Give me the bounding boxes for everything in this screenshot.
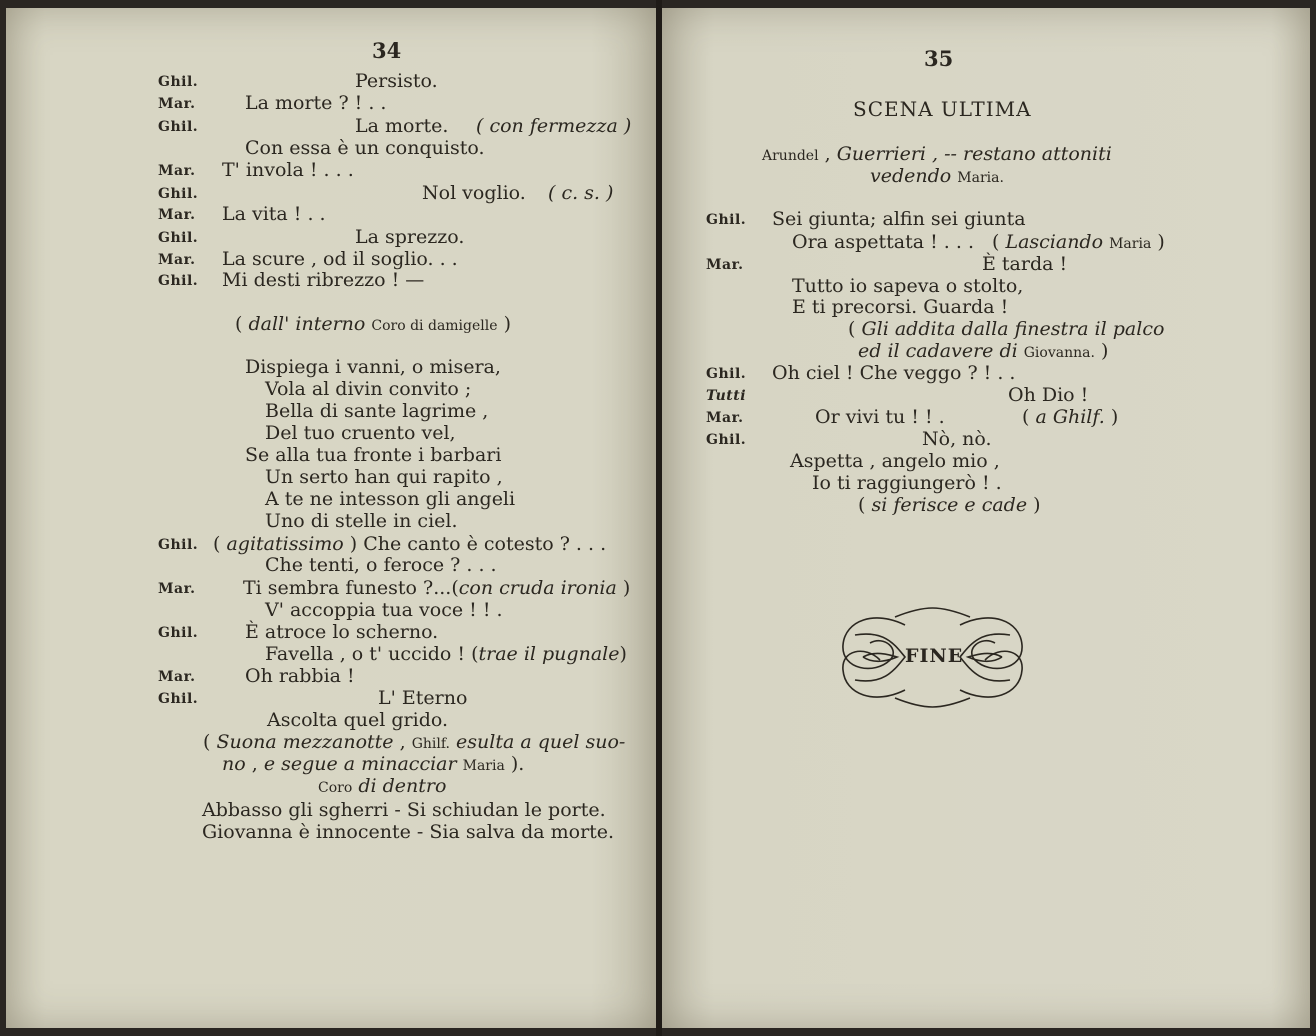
dialogue-line: V' accoppia tua voce ! ! . <box>265 599 503 621</box>
final-line-2: Giovanna è innocente - Sia salva da morte. <box>202 821 615 843</box>
page-number-left: 34 <box>372 38 402 63</box>
scene-direction-2: vedendo Maria. <box>870 165 1004 187</box>
dialogue-line: Sei giunta; alfin sei giunta <box>772 208 1026 230</box>
speaker-label: Mar. <box>158 581 196 597</box>
dialogue-line: Oh ciel ! Che veggo ? ! . . <box>772 362 1016 384</box>
speaker-label: Mar. <box>158 252 196 268</box>
dialogue-line: È tarda ! <box>982 253 1068 275</box>
speaker-label: Ghil. <box>158 273 199 289</box>
speaker-label: Ghil. <box>158 74 199 90</box>
speaker-label: Ghil. <box>158 230 199 246</box>
dialogue-line: L' Eterno <box>378 687 468 709</box>
dialogue-line: La morte. <box>355 115 449 137</box>
closing-line-1: Aspetta , angelo mio , <box>790 450 1000 472</box>
scene-direction-1: Arundel , Guerrieri , -- restano attoniti <box>762 143 1112 165</box>
scene-title: SCENA ULTIMA <box>853 97 1032 121</box>
speaker-label: Mar. <box>158 96 196 112</box>
final-line-1: Abbasso gli sgherri - Si schiudan le porte. <box>202 799 606 821</box>
stage-direction-midnight: ( Suona mezzanotte , Ghilf. esulta a quel suo- <box>203 731 626 753</box>
closing-line-2: Io ti raggiungerò ! . <box>812 472 1002 494</box>
dialogue-line: Oh Dio ! <box>1008 384 1089 406</box>
chorus-line: Del tuo cruento vel, <box>265 422 456 444</box>
dialogue-line: Con essa è un conquisto. <box>245 137 485 159</box>
speaker-label: Ghil. <box>158 537 199 553</box>
dialogue-line: Mi desti ribrezzo ! — <box>222 269 425 291</box>
page-number-right: 35 <box>924 46 954 71</box>
fine-label: FINE <box>905 645 964 667</box>
dialogue-line: Ascolta quel grido. <box>267 709 449 731</box>
speaker-label: Ghil. <box>158 186 199 202</box>
inline-direction: ( con fermezza ) <box>476 115 632 137</box>
inline-direction: ( Lasciando Maria ) <box>992 231 1165 253</box>
dialogue-line: Che tenti, o feroce ? . . . <box>265 554 497 576</box>
chorus-line: Bella di sante lagrime , <box>265 400 489 422</box>
chorus-line: Se alla tua fronte i barbari <box>245 444 502 466</box>
dialogue-line: E ti precorsi. Guarda ! <box>792 296 1009 318</box>
speaker-label: Ghil. <box>706 432 747 448</box>
chorus-line: Dispiega i vanni, o misera, <box>245 356 501 378</box>
speaker-label: Ghil. <box>158 691 199 707</box>
inline-direction: ( a Ghilf. ) <box>1022 406 1119 428</box>
dialogue-line: La sprezzo. <box>355 226 465 248</box>
chorus-heading: Coro di dentro <box>318 775 447 797</box>
dialogue-line: È atroce lo scherno. <box>245 621 439 643</box>
speaker-label: Mar. <box>158 163 196 179</box>
speaker-label: Mar. <box>706 257 744 273</box>
stage-direction-midnight-cont: no , e segue a minacciar Maria ). <box>222 753 525 775</box>
dialogue-line: Oh rabbia ! <box>245 665 355 687</box>
dialogue-line: Or vivi tu ! ! . <box>815 406 945 428</box>
chorus-line: Un serto han qui rapito , <box>265 466 503 488</box>
dialogue-line: La morte ? ! . . <box>245 92 387 114</box>
dialogue-line: La vita ! . . <box>222 203 326 225</box>
speaker-label: Ghil. <box>158 119 199 135</box>
stage-direction: ( dall' interno Coro di damigelle ) <box>235 313 511 335</box>
speaker-label: Ghil. <box>158 625 199 641</box>
dialogue-line: Favella , o t' uccido ! (trae il pugnale) <box>265 643 627 665</box>
speaker-label: Ghil. <box>706 366 747 382</box>
chorus-line: A te ne intesson gli angeli <box>265 488 516 510</box>
speaker-label: Tutti <box>706 388 747 404</box>
dialogue-line: T' involа ! . . . <box>222 159 354 181</box>
direction-cadavere: ed il cadavere di Giovanna. ) <box>858 340 1109 362</box>
dialogue-line: ( agitatissimo ) Che canto è cotesto ? . . . <box>213 533 607 555</box>
dialogue-line: La scure , od il soglio. . . <box>222 248 458 270</box>
closing-direction: ( si ferisce e cade ) <box>858 494 1041 516</box>
dialogue-line: Nol voglio. <box>422 182 526 204</box>
dialogue-line: Ti sembra funesto ?...(con cruda ironia ) <box>243 577 631 599</box>
direction-gli-addita: ( Gli addita dalla finestra il palco <box>848 318 1165 340</box>
chorus-line: Uno di stelle in ciel. <box>265 510 458 532</box>
speaker-label: Mar. <box>706 410 744 426</box>
speaker-label: Ghil. <box>706 212 747 228</box>
dialogue-line: Tutto io sapeva o stolto, <box>792 275 1024 297</box>
dialogue-line: Ora aspettata ! . . . <box>792 231 974 253</box>
speaker-label: Mar. <box>158 207 196 223</box>
chorus-line: Vola al divin convito ; <box>265 378 472 400</box>
inline-direction: ( c. s. ) <box>548 182 614 204</box>
dialogue-line: Nò, nò. <box>922 428 992 450</box>
speaker-label: Mar. <box>158 669 196 685</box>
dialogue-line: Persisto. <box>355 70 438 92</box>
